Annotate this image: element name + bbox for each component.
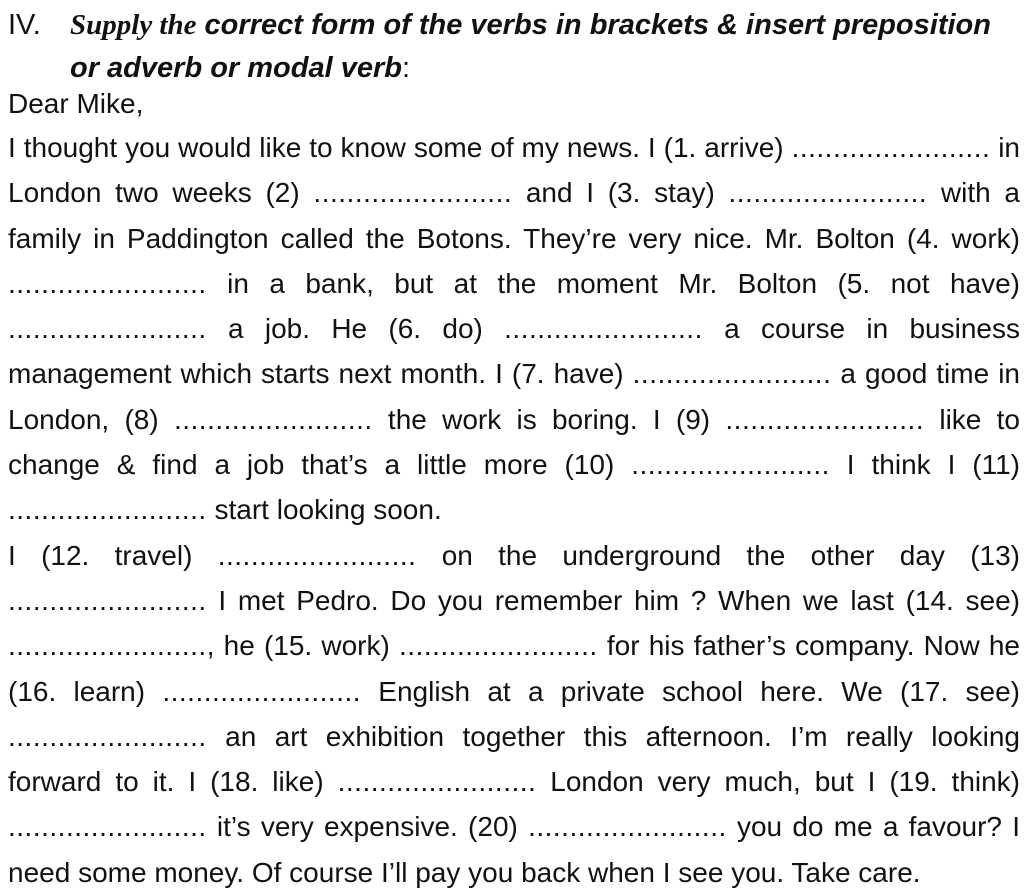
answer-blank-6[interactable]: ........................ — [504, 313, 703, 345]
answer-blank-5[interactable]: ........................ — [8, 313, 207, 345]
answer-blank-12[interactable]: ........................ — [217, 539, 417, 571]
letter-text: English at a private school here. We (17. see) — [361, 675, 1020, 707]
exercise-title-line2: or adverb or modal verb — [70, 52, 402, 84]
answer-blank-13[interactable]: ........................ — [8, 584, 207, 616]
letter-text: on the underground the other day (13) — [416, 539, 1020, 571]
answer-blank-15[interactable]: ........................ — [398, 630, 598, 662]
exercise-number: IV. — [8, 9, 41, 41]
letter-paragraph-2 — [8, 533, 1020, 895]
answer-blank-17[interactable]: ........................ — [8, 720, 207, 752]
letter-salutation: Dear Mike, — [8, 88, 144, 119]
exercise-title-colon: : — [402, 52, 411, 84]
answer-blank-16[interactable]: ........................ — [162, 675, 362, 707]
letter-text: , he (15. work) — [206, 630, 399, 662]
exercise-heading-line1 — [8, 4, 1020, 47]
letter-text: I met Pedro. Do you remember him ? When we last (14. see) — [206, 584, 1020, 616]
answer-blank-1[interactable]: ........................ — [791, 132, 991, 163]
letter-text: a course in business management which starts next month. I (7. have) — [8, 313, 1020, 390]
letter-text: and I (3. stay) — [512, 177, 729, 209]
letter-text: I (12. travel) — [8, 539, 218, 571]
answer-blank-19[interactable]: ........................ — [8, 811, 207, 843]
answer-blank-11[interactable]: ........................ — [8, 494, 207, 526]
letter-text: you do me a favour? I need some money. Of course I’ll pay you back when I see you. Take care. — [8, 811, 1020, 888]
letter-text: start looking soon. — [206, 494, 442, 526]
letter-text: I thought you would like to know some of my news. I (1. arrive) — [8, 132, 792, 163]
letter-text: with a family in Paddington called the Botons. They’re very nice. Mr. Bolton (4. work) — [8, 177, 1020, 254]
letter-text: like to change & find a job that’s a little more (10) — [8, 403, 1020, 481]
answer-blank-7[interactable]: ........................ — [632, 358, 832, 390]
answer-blank-2[interactable]: ........................ — [313, 177, 513, 209]
letter-text: in London two weeks (2) — [8, 132, 1020, 209]
letter-text: a job. He (6. do) — [206, 313, 505, 345]
answer-blank-10[interactable]: ........................ — [631, 449, 830, 481]
letter-text: I think I (11) — [829, 449, 1020, 481]
answer-blank-14[interactable]: ........................ — [8, 630, 207, 662]
letter-body — [8, 125, 1020, 895]
exercise-heading — [8, 4, 1020, 90]
answer-blank-18[interactable]: ........................ — [337, 766, 537, 798]
letter-text: London very much, but I (19. think) — [536, 766, 1021, 798]
answer-blank-3[interactable]: ........................ — [728, 177, 928, 209]
answer-blank-4[interactable]: ........................ — [8, 267, 207, 299]
answer-blank-8[interactable]: ........................ — [173, 403, 373, 435]
letter-paragraph-1 — [8, 125, 1020, 533]
letter-text: in a bank, but at the moment Mr. Bolton (5. not have) — [206, 267, 1020, 299]
letter-text: a good time in London, (8) — [8, 358, 1020, 435]
letter-text: an art exhibition together this afternoon. I’m really looking forward to it. I (18. like) — [8, 720, 1020, 798]
answer-blank-20[interactable]: ........................ — [528, 811, 727, 843]
letter-text: for his father’s company. Now he (16. learn) — [8, 630, 1020, 707]
exercise-title-rest: correct form of the verbs in brackets & insert preposition — [196, 9, 991, 41]
letter-text: it’s very expensive. (20) — [206, 811, 529, 843]
exercise-title — [70, 9, 991, 41]
exercise-heading-line2 — [8, 47, 1020, 90]
exercise-title-lead: Supply the — [70, 9, 197, 41]
letter-text: the work is boring. I (9) — [372, 403, 726, 435]
answer-blank-9[interactable]: ........................ — [725, 403, 925, 435]
